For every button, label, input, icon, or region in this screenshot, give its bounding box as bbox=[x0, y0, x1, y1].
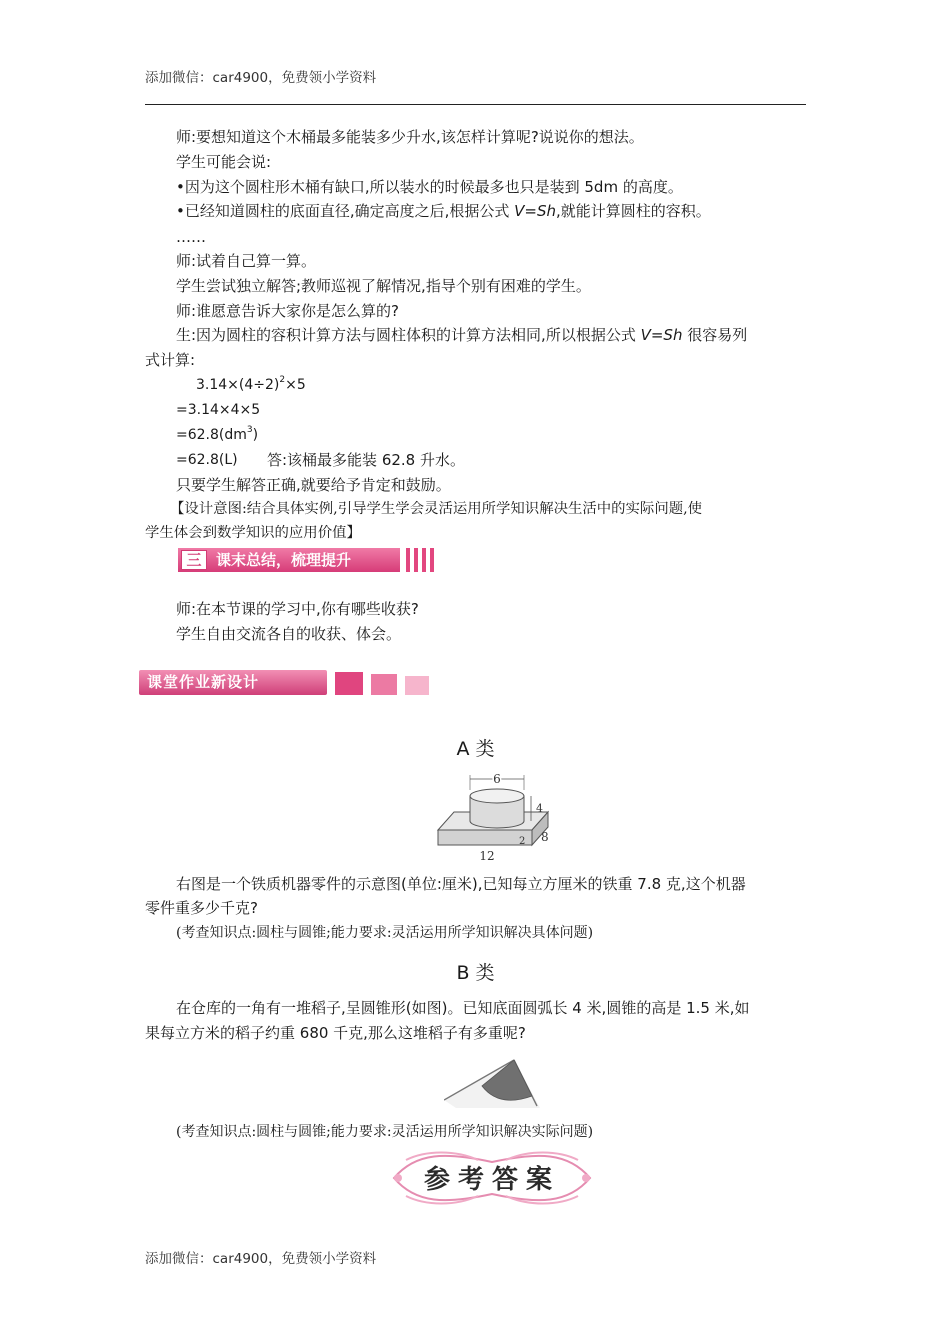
text-line: 师:试着自己算一算。 bbox=[176, 252, 317, 270]
text-line: 师:谁愿意告诉大家你是怎么算的? bbox=[176, 302, 400, 320]
knowledge-note: (考查知识点:圆柱与圆锥;能力要求:灵活运用所学知识解决实际问题) bbox=[176, 1124, 594, 1140]
cylinder-top bbox=[470, 789, 524, 803]
text-fragment: ,就能计算圆柱的容积。 bbox=[556, 202, 711, 220]
banner-stripe bbox=[422, 548, 426, 572]
page-footer: 添加微信：car4900，免费领小学资料 bbox=[145, 1251, 377, 1267]
dim-label-width: 8 bbox=[541, 830, 549, 844]
text-line bbox=[176, 324, 747, 346]
text-fragment: 很容易列 bbox=[682, 326, 748, 344]
answer-ornament bbox=[386, 1146, 598, 1210]
calc-line bbox=[176, 424, 258, 446]
calc-fragment: 3.14×(4÷2) bbox=[196, 377, 280, 393]
text-line: 学生可能会说: bbox=[176, 153, 272, 171]
banner-square bbox=[405, 676, 429, 695]
machine-part-diagram bbox=[430, 766, 560, 862]
banner-square bbox=[335, 672, 363, 695]
banner-stripe bbox=[430, 548, 434, 572]
answer-title: 参考答案 bbox=[423, 1165, 561, 1195]
calc-exponent: 3 bbox=[246, 425, 253, 436]
calc-line: =62.8(L) bbox=[176, 452, 238, 468]
text-line: 只要学生解答正确,就要给予肯定和鼓励。 bbox=[176, 476, 451, 494]
design-intent: 学生体会到数学知识的应用价值】 bbox=[145, 525, 361, 541]
banner-square bbox=[371, 674, 397, 695]
calc-fragment: =62.8(dm bbox=[176, 427, 247, 443]
question-text: 零件重多少千克? bbox=[145, 899, 258, 917]
knowledge-note: (考查知识点:圆柱与圆锥;能力要求:灵活运用所学知识解决具体问题) bbox=[176, 925, 594, 941]
page-header: 添加微信：car4900，免费领小学资料 bbox=[145, 70, 377, 86]
formula: V=Sh bbox=[640, 326, 683, 344]
formula: V=Sh bbox=[514, 202, 557, 220]
section-title: 课末总结，梳理提升 bbox=[216, 551, 352, 569]
banner-stripe bbox=[406, 548, 410, 572]
text-line: 学生尝试独立解答;教师巡视了解情况,指导个别有困难的学生。 bbox=[176, 277, 591, 295]
slab-front bbox=[438, 830, 532, 845]
class-a-heading: A 类 bbox=[456, 738, 495, 760]
text-line: 师:要想知道这个木桶最多能装多少升水,该怎样计算呢?说说你的想法。 bbox=[176, 128, 644, 146]
answer-banner bbox=[386, 1146, 598, 1210]
calc-fragment: ×5 bbox=[285, 377, 306, 393]
homework-title: 课堂作业新设计 bbox=[147, 673, 260, 691]
calc-fragment: ) bbox=[252, 427, 259, 443]
class-b-heading: B 类 bbox=[456, 962, 495, 984]
text-fragment: 生:因为圆柱的容积计算方法与圆柱体积的计算方法相同,所以根据公式 bbox=[176, 326, 641, 344]
banner-stripe bbox=[414, 548, 418, 572]
section-banner bbox=[178, 546, 438, 574]
question-text: 在仓库的一角有一堆稻子,呈圆锥形(如图)。已知底面圆弧长 4 米,圆锥的高是 1.5 米,如 bbox=[176, 999, 750, 1017]
dim-label-height: 4 bbox=[536, 802, 543, 815]
text-line: 师:在本节课的学习中,你有哪些收获? bbox=[176, 600, 419, 618]
question-text: 右图是一个铁质机器零件的示意图(单位:厘米),已知每立方厘米的铁重 7.8 克,这个机器 bbox=[176, 875, 746, 893]
text-line: •因为这个圆柱形木桶有缺口,所以装水的时候最多也只是装到 5dm 的高度。 bbox=[176, 178, 683, 196]
text-line bbox=[176, 200, 711, 222]
calc-exponent: 2 bbox=[279, 375, 286, 386]
calc-line bbox=[196, 374, 306, 396]
dim-label-top: 6 bbox=[493, 772, 501, 786]
header-rule bbox=[145, 104, 806, 105]
calc-line: =3.14×4×5 bbox=[176, 402, 261, 418]
section-number: 三 bbox=[181, 550, 207, 570]
design-intent: 【设计意图:结合具体实例,引导学生学会灵活运用所学知识解决生活中的实际问题,使 bbox=[170, 501, 703, 517]
ellipsis-line: …… bbox=[176, 228, 206, 246]
rice-cone-diagram bbox=[444, 1048, 540, 1108]
dim-label-thickness: 2 bbox=[519, 836, 526, 847]
answer-line: 答:该桶最多能装 62.8 升水。 bbox=[267, 451, 465, 469]
dim-label-length: 12 bbox=[479, 849, 495, 862]
question-text: 果每立方米的稻子约重 680 千克,那么这堆稻子有多重呢? bbox=[145, 1024, 526, 1042]
text-line: 学生自由交流各自的收获、体会。 bbox=[176, 625, 402, 643]
text-line: 式计算: bbox=[145, 351, 196, 369]
homework-banner bbox=[139, 668, 439, 700]
text-fragment: •已经知道圆柱的底面直径,确定高度之后,根据公式 bbox=[176, 202, 515, 220]
